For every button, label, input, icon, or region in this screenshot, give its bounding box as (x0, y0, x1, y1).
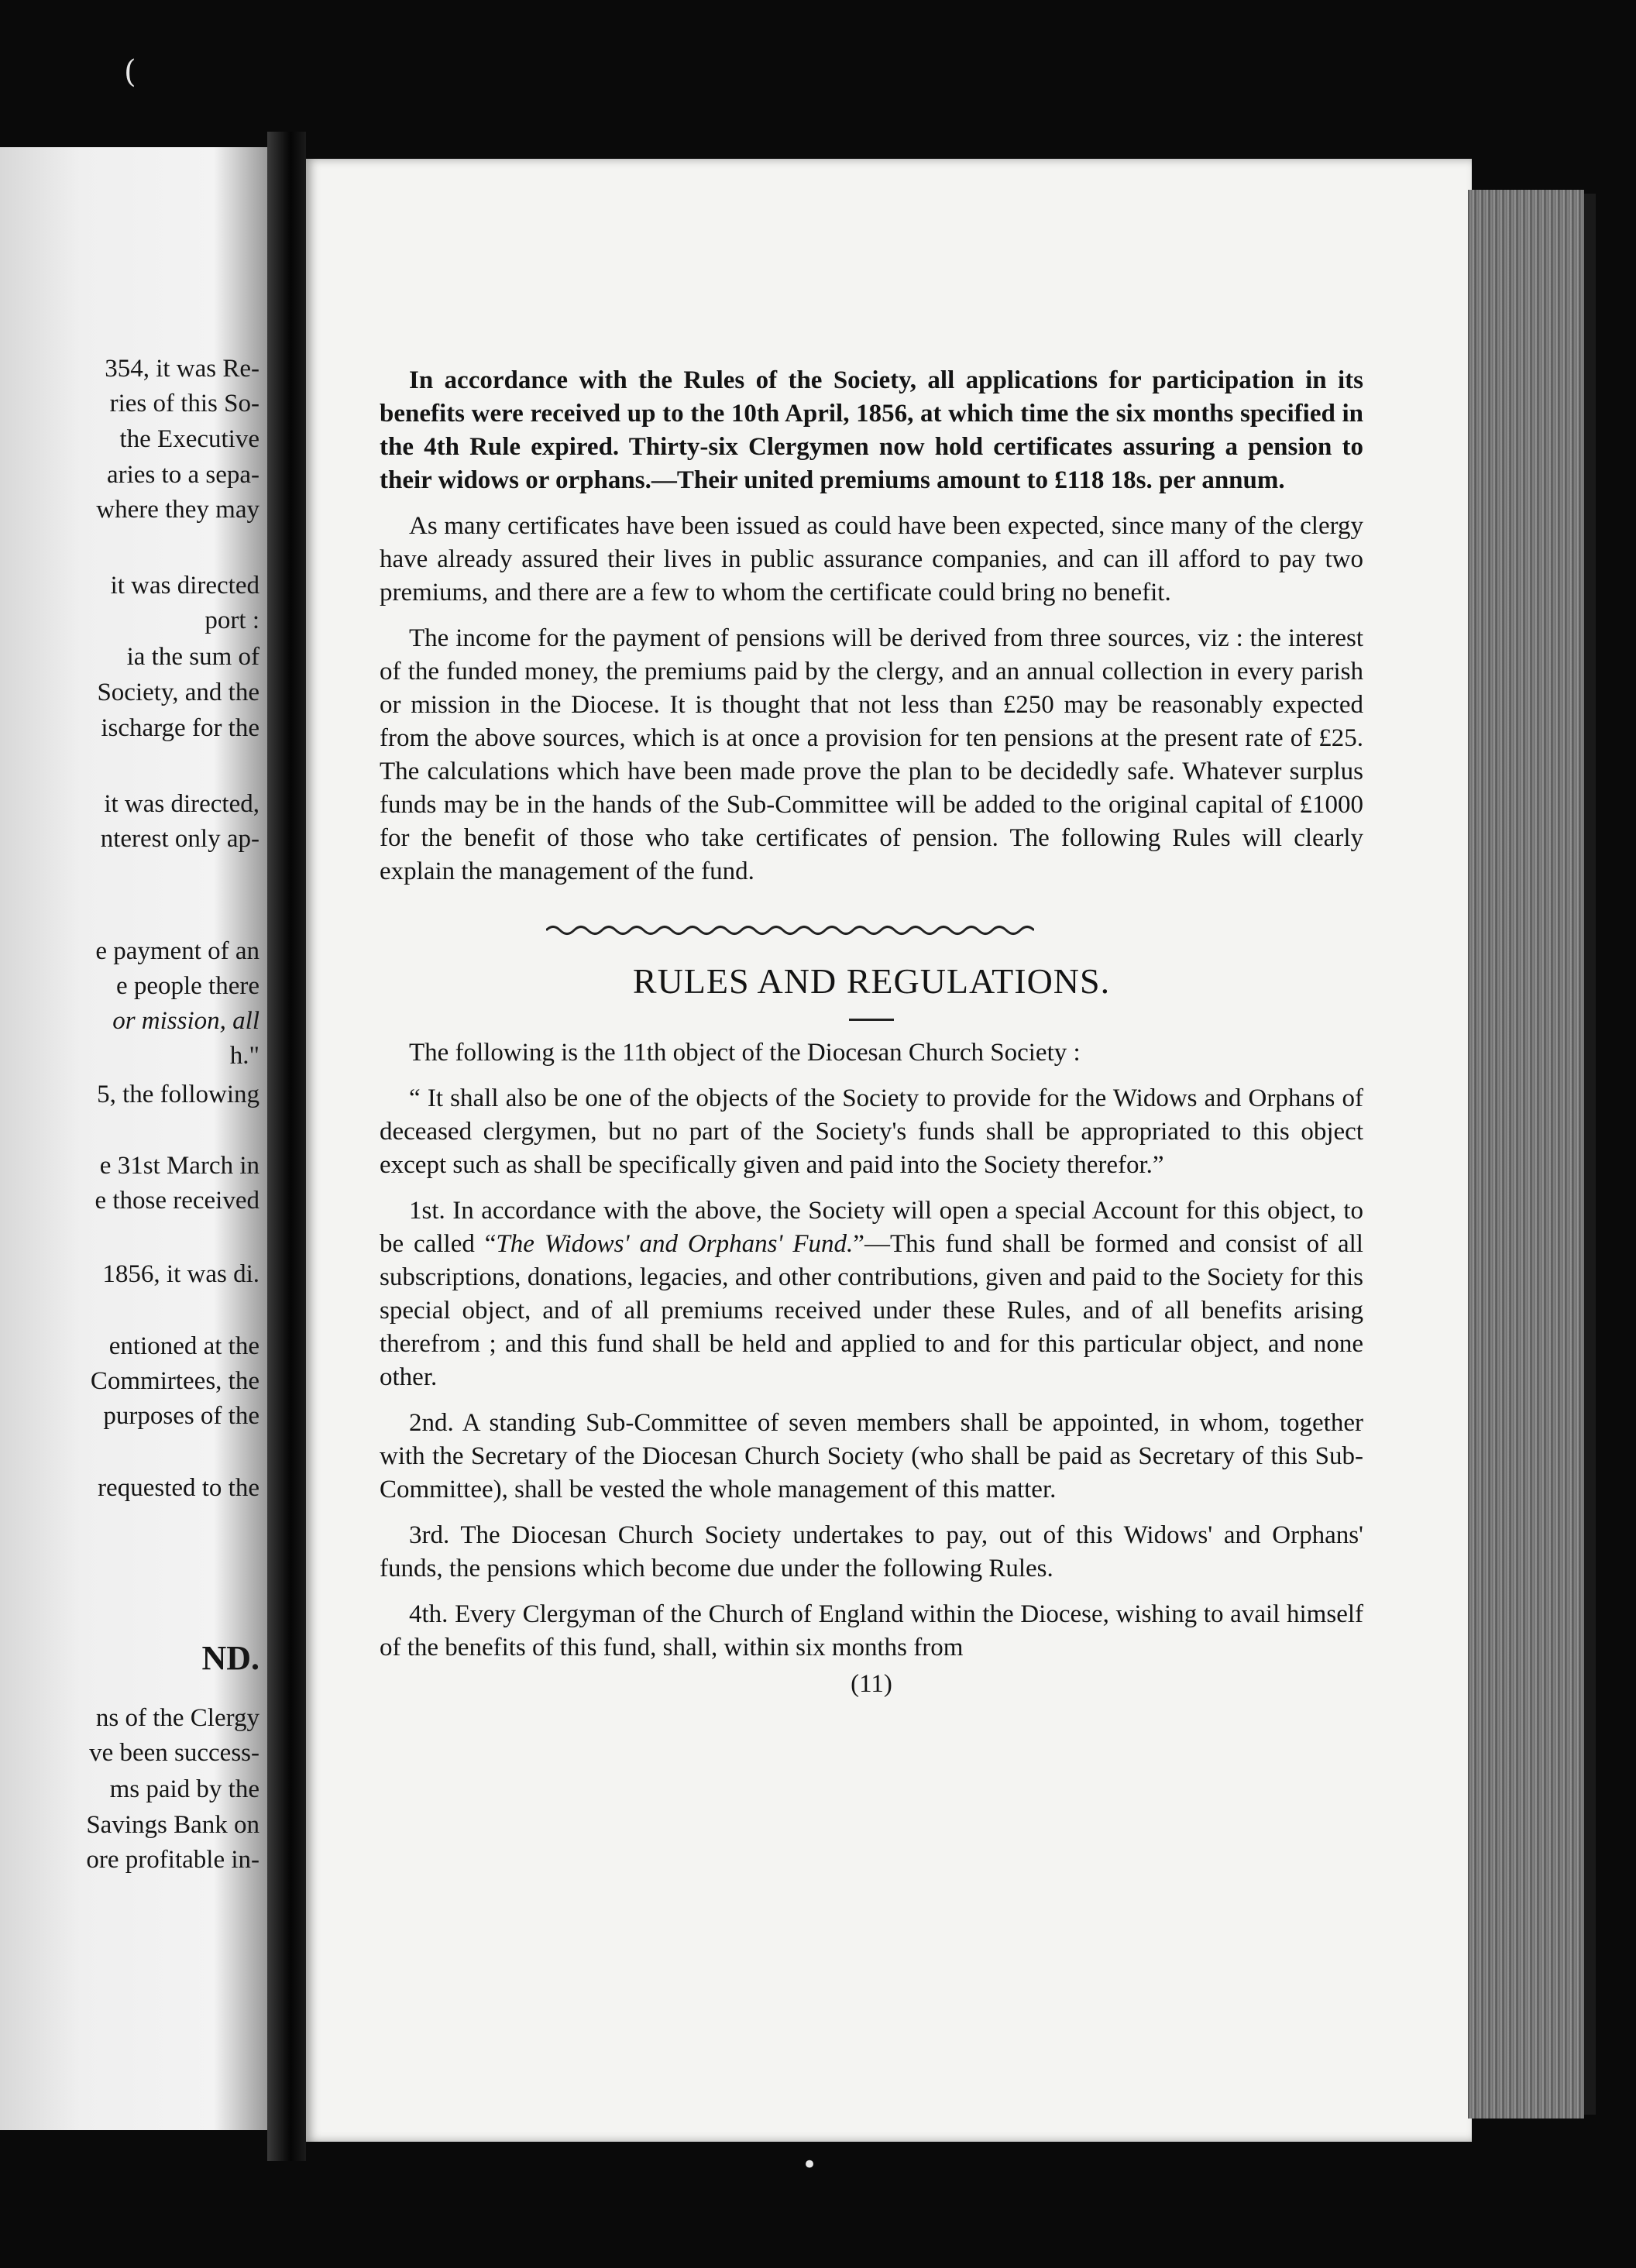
left-line: nterest only ap- (100, 825, 259, 853)
left-line: or mission, all (112, 1007, 259, 1035)
main-page (306, 159, 1472, 2142)
rule-4: 4th. Every Clergyman of the Church of England within the Diocese, wishing to avail himself of the benefits of this fund, shall, within six months from (380, 1600, 1363, 1661)
film-mark: • (802, 2149, 818, 2180)
rule-2: 2nd. A standing Sub-Committee of seven members shall be appointed, in whom, together with the Secretary of the Diocesan Church Society (who shall be paid as Secretary of this Sub-Committee), shall be vested the whole management of this matter. (380, 1409, 1363, 1503)
left-line: purposes of the (103, 1402, 259, 1430)
left-line: port : (204, 607, 259, 634)
left-line: Society, and the (97, 679, 259, 706)
section-heading: RULES AND REGULATIONS. (632, 961, 1111, 1001)
left-line: aries to a sepa- (107, 461, 259, 489)
rule-1-text-cont: ”—This fund shall be formed and consist of all subscriptions, donations, legacies, and other contributions, given and paid to the Society for this special object, and of all premiums received under these Rules, and of all benefits arising therefrom ; and this fund shall be held and applied to and for this particular object, and none other. (380, 1230, 1363, 1391)
left-line: Commirtees, the (90, 1367, 259, 1395)
book-gutter (267, 132, 306, 2161)
left-line: ries of this So- (109, 390, 259, 418)
left-line: ve been success- (89, 1739, 259, 1767)
left-line: ND. (201, 1639, 259, 1677)
left-line: it was directed, (104, 790, 259, 818)
society-object-quote: “ It shall also be one of the objects of the Society to provide for the Widows and Orphans of deceased clergymen, but no part of the Society's funds shall be appropriated to this object except such as shall be specifically given and paid into the Society therefor.” (380, 1084, 1363, 1179)
left-line: it was directed (110, 572, 259, 600)
left-line: ns of the Clergy (95, 1704, 259, 1732)
left-line: h." (229, 1042, 259, 1070)
left-line: e those received (95, 1187, 259, 1215)
intro-paragraph: As many certificates have been issued as could have been expected, since many of the clergy have already assured their lives in public assurance companies, and can ill afford to pay two premiums, and there are a few to whom the certificate could bring no benefit. (380, 512, 1363, 607)
intro-paragraph: In accordance with the Rules of the Society, all applications for participation in its benefits were received up to the 10th April, 1856, at which time the six months specified in the 4th Rule expired. Thirty-six Clergymen now hold certificates assuring a pension to their widows or orphans.—Their united premiums amount to £118 18s. per annum. (380, 366, 1363, 494)
left-line: requested to the (98, 1474, 259, 1502)
left-line: entioned at the (108, 1332, 259, 1360)
page-number: (11) (851, 1670, 892, 1698)
left-line: Savings Bank on (86, 1811, 259, 1839)
left-line: ms paid by the (109, 1775, 259, 1803)
left-line: 354, it was Re- (105, 355, 259, 383)
left-line: e people there (115, 972, 259, 1000)
left-facing-page (0, 147, 267, 2130)
cover-edge (1584, 194, 1596, 2115)
film-mark: ( (124, 54, 136, 90)
fund-name: The Widows' and Orphans' Fund. (496, 1230, 854, 1258)
left-line: e 31st March in (99, 1152, 259, 1180)
wavy-divider (546, 915, 1034, 946)
short-rule (849, 1019, 894, 1021)
left-line: the Executive (119, 425, 259, 453)
page-edges (1468, 190, 1584, 2119)
rule-1-text: 1st. In accordance with the above, the Society will open a special Account for this object, to be called “ (380, 1197, 1363, 1258)
left-line: 1856, it was di. (102, 1260, 259, 1288)
left-line: ore profitable in- (86, 1846, 259, 1874)
left-line: ischarge for the (101, 714, 259, 742)
rule-1 (380, 1194, 1363, 1394)
page-text (380, 364, 1363, 1701)
left-line: where they may (96, 496, 259, 524)
rules-lead: The following is the 11th object of the Diocesan Church Society : (409, 1039, 1081, 1067)
left-line: 5, the following (97, 1081, 259, 1108)
left-line: ia the sum of (126, 643, 259, 671)
left-line: e payment of an (95, 937, 259, 965)
intro-paragraph: The income for the payment of pensions will be derived from three sources, viz : the interest of the funded money, the premiums paid by the clergy, and an annual collection in every parish or mission in the Diocese. It is thought that not less than £250 may be reasonably expected from the above sources, which is at once a provision for ten pensions at the present rate of £25. The calculations which have been made prove the plan to be decidedly safe. Whatever surplus funds may be in the hands of the Sub-Committee will be added to the original capital of £1000 for the benefit of those who take certificates of pension. The following Rules will clearly explain the management of the fund. (380, 624, 1363, 885)
rule-3: 3rd. The Diocesan Church Society undertakes to pay, out of this Widows' and Orphans' funds, the pensions which become due under the following Rules. (380, 1521, 1363, 1582)
